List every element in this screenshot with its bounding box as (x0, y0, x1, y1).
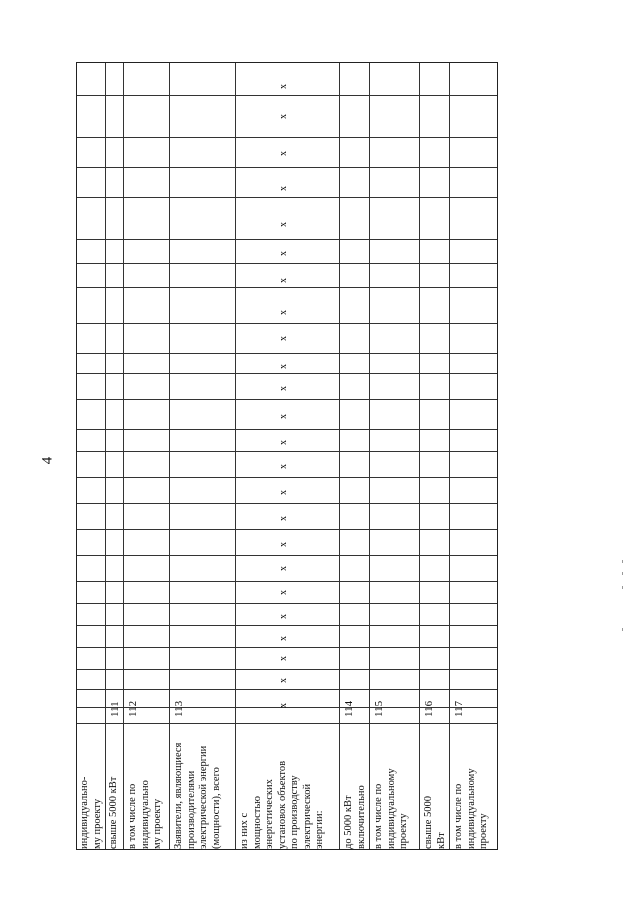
grid-line (339, 63, 340, 849)
x-mark: x (278, 336, 289, 341)
grid-line (235, 63, 236, 849)
grid-line (77, 603, 497, 604)
x-mark: x (278, 656, 289, 661)
grid-line (77, 137, 497, 138)
x-mark: x (278, 364, 289, 369)
grid-line (77, 429, 497, 430)
x-mark: x (278, 251, 289, 256)
x-mark: x (278, 703, 289, 708)
x-mark: x (278, 542, 289, 547)
grid-line (77, 503, 497, 504)
grid-line (77, 477, 497, 478)
grid-line (77, 95, 497, 96)
grid-line (123, 63, 124, 849)
x-mark: x (278, 464, 289, 469)
grid-line (77, 167, 497, 168)
x-mark: x (278, 590, 289, 595)
scan-speck (622, 628, 623, 631)
row-label: в том числе по индивидуально му проекту (127, 780, 163, 849)
x-mark: x (278, 490, 289, 495)
grid-line (77, 625, 497, 626)
row-label: свыше 5000 кВт (108, 776, 119, 849)
grid-line (77, 353, 497, 354)
row-code: 111 (109, 701, 121, 717)
x-mark: x (278, 614, 289, 619)
row-label: в том числе по индивидуальному проекту (373, 768, 409, 849)
row-code: 115 (373, 700, 385, 717)
grid-line (77, 581, 497, 582)
grid-line (419, 63, 420, 849)
row-code: 113 (173, 700, 185, 717)
scan-speck (622, 586, 623, 589)
scan-speck (622, 572, 623, 575)
row-code: 116 (423, 700, 435, 717)
grid-line (77, 263, 497, 264)
grid-line (449, 63, 450, 849)
row-label: индивидуально- му проекту (79, 776, 103, 849)
grid-line (77, 529, 497, 530)
row-code: 112 (127, 700, 139, 717)
x-mark: x (278, 636, 289, 641)
x-mark: x (278, 414, 289, 419)
scan-speck (622, 560, 623, 563)
x-mark: x (278, 516, 289, 521)
x-mark: x (278, 310, 289, 315)
grid-line (77, 689, 497, 690)
row-code: 117 (453, 700, 465, 717)
x-mark: x (278, 114, 289, 119)
grid-line (105, 63, 106, 849)
x-mark: x (278, 222, 289, 227)
grid-line (77, 555, 497, 556)
row-label: Заявители, являющиеся производителями электрической энергии (мощности), всего (173, 742, 222, 849)
grid-line (369, 63, 370, 849)
row-label: из них с мощностью энергетических установок объектов по производству электрической энергии: (239, 760, 325, 849)
x-mark: x (278, 678, 289, 683)
grid-line (77, 323, 497, 324)
grid-line (77, 723, 497, 724)
grid-line (169, 63, 170, 849)
row-label: в том числе по индивидуальному проекту (453, 768, 489, 849)
x-mark: x (278, 278, 289, 283)
x-mark: x (278, 151, 289, 156)
row-label: до 5000 кВт включительно (343, 785, 367, 849)
x-mark: x (278, 84, 289, 89)
x-mark: x (278, 386, 289, 391)
x-mark: x (278, 440, 289, 445)
x-mark: x (278, 186, 289, 191)
grid-line (77, 647, 497, 648)
grid-line (77, 287, 497, 288)
grid-line (77, 399, 497, 400)
row-label: свыше 5000 кВт (423, 795, 447, 849)
grid-line (77, 197, 497, 198)
page-number: 4 (39, 456, 56, 465)
data-table (76, 62, 498, 850)
grid-line (77, 451, 497, 452)
grid-line (77, 669, 497, 670)
grid-line (77, 373, 497, 374)
x-mark: x (278, 566, 289, 571)
row-code: 114 (343, 700, 355, 717)
grid-line (77, 239, 497, 240)
